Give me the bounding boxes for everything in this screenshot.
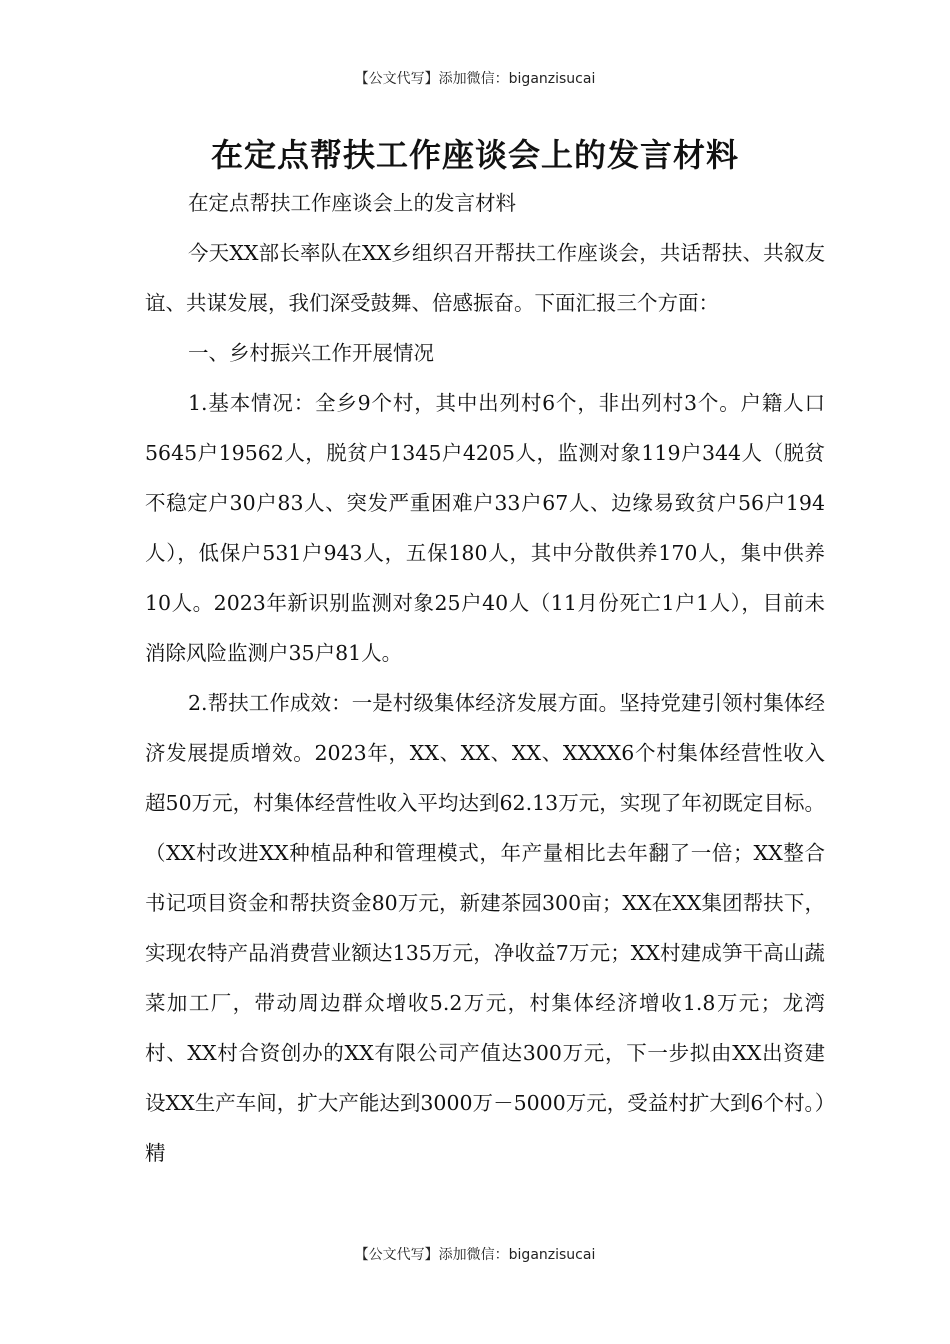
page-header: 【公文代写】添加微信：biganzisucai (354, 71, 596, 87)
paragraph: 1.基本情况：全乡9个村，其中出列村6个，非出列村3个。户籍人口5645户19562人，脱贫户1345户4205人，监测对象119户344人（脱贫不稳定户30户83人、突发严重困难户33户67人、边缘易致贫户56户194人），低保户531户943人，五保180人，其中分散供养170人，集中供养10人。2023年新识别监测对象25户40人（11月份死亡1户1人），目前未消除风险监测户35户81人。 (145, 391, 825, 665)
document-title: 在定点帮扶工作座谈会上的发言材料 (210, 136, 739, 174)
paragraph: 2.帮扶工作成效：一是村级集体经济发展方面。坚持党建引领村集体经济发展提质增效。2023年，XX、XX、XX、XXXX6个村集体经营性收入超50万元，村集体经营性收入平均达到62.13万元，实现了年初既定目标。（XX村改进XX种植品种和管理模式，年产量相比去年翻了一倍；XX整合书记项目资金和帮扶资金80万元，新建茶园300亩；XX在XX集团帮扶下，实现农特产品消费营业额达135万元，净收益7万元；XX村建成笋干高山蔬菜加工厂，带动周边群众增收5.2万元，村集体经济增收1.8万元；龙湾村、XX村合资创办的XX有限公司产值达300万元，下一步拟由XX出资建设XX生产车间，扩大产能达到3000万－5000万元，受益村扩大到6个村。）精 (145, 691, 825, 1165)
paragraph: 今天XX部长率队在XX乡组织召开帮扶工作座谈会，共话帮扶、共叙友谊、共谋发展，我们深受鼓舞、倍感振奋。下面汇报三个方面： (145, 241, 825, 315)
document-body (145, 178, 825, 1178)
section-heading: 一、乡村振兴工作开展情况 (188, 341, 434, 365)
page-footer: 【公文代写】添加微信：biganzisucai (354, 1247, 596, 1263)
paragraph: 在定点帮扶工作座谈会上的发言材料 (188, 191, 516, 215)
